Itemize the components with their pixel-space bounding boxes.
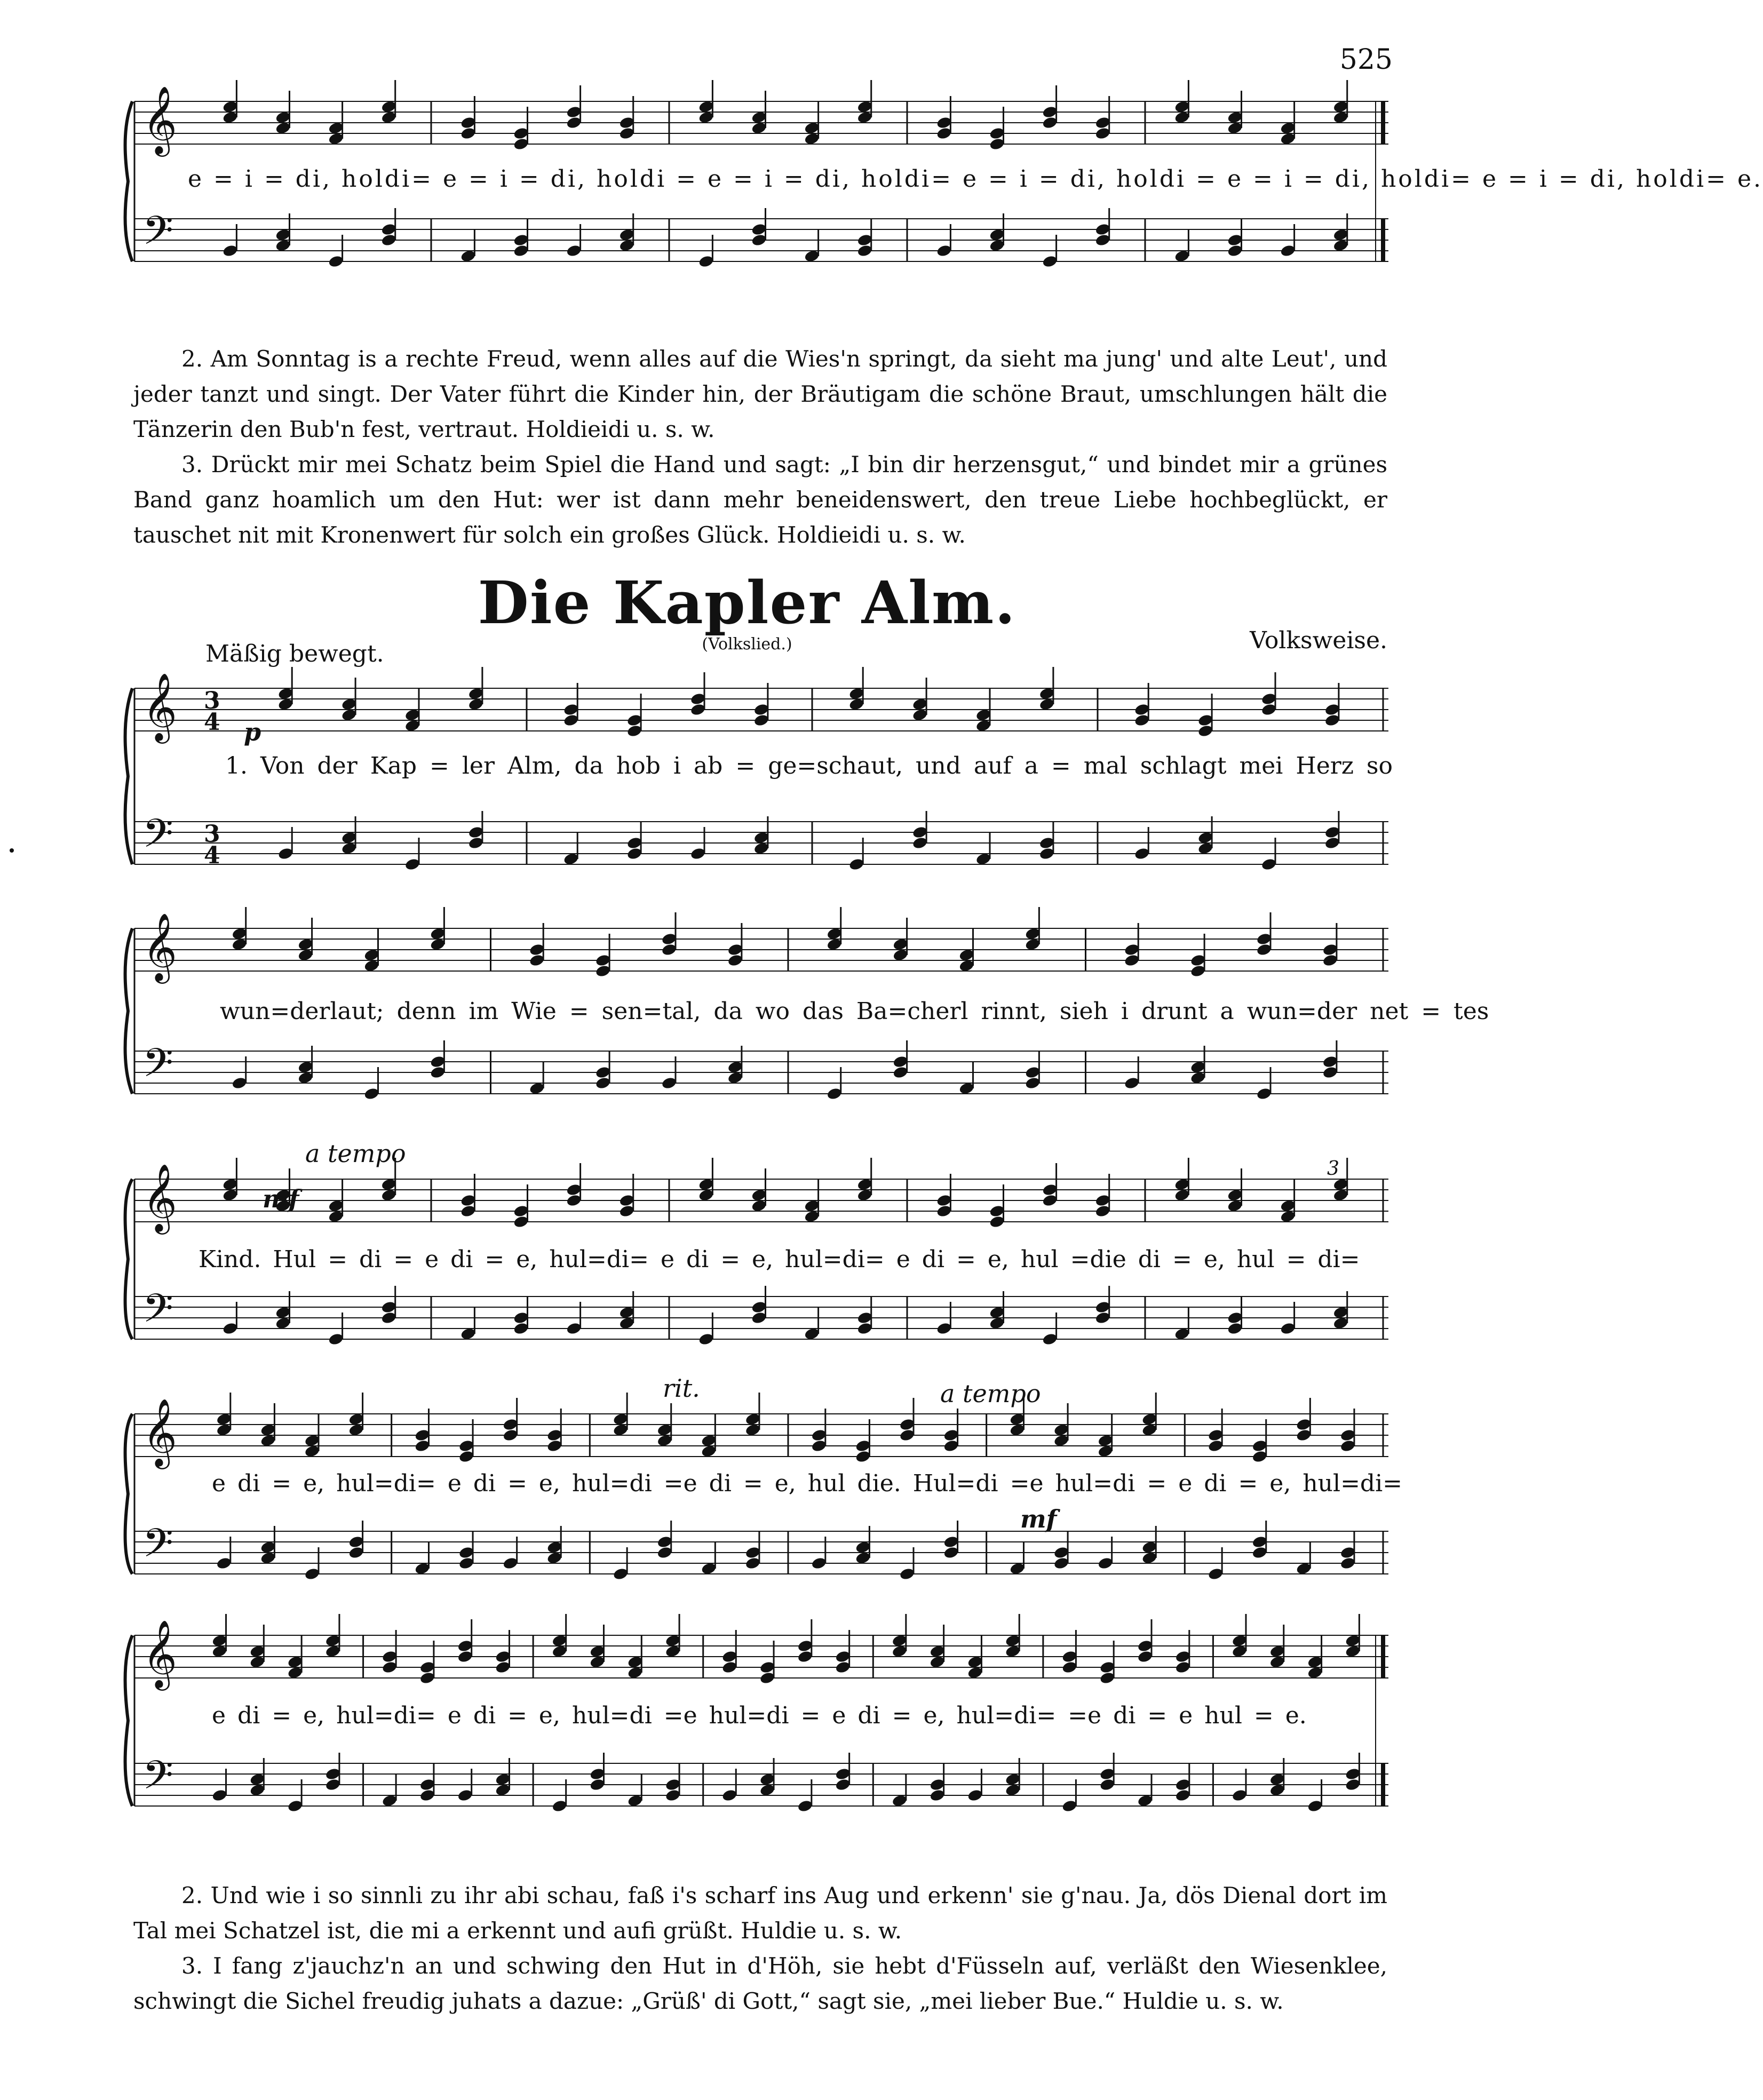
page-number: 525 [1339,44,1393,76]
first-song-verses [133,341,1387,553]
time-signature-bass: 3 [204,821,220,848]
time-signature-treble: 3 [204,687,220,714]
lyric-line-3: wun=derlaut; denn im Wie = sen=tal, da wo das Ba=cherl rinnt, sieh i drunt a wun=der net = tes [220,998,1489,1025]
second-song-verses [133,1878,1387,2019]
song-title: Die Kapler Alm. [478,568,1016,637]
ritardando: rit. [663,1374,700,1403]
bass-clef-icon: 𝄢 [142,1752,173,1808]
treble-clef-icon: 𝄞 [142,912,178,981]
time-signature-treble: 4 [204,709,220,736]
verse-3b: 3. I fang z'jauchz'n an und schwing den Hut in d'Höh, sie hebt d'Füsseln auf, verläßt den Wiesenklee, schwingt die Sichel freudig juhats a dazue: „Grüß' di Gott,“ sagt sie, „mei lieber Bue.“ Huldie u. s. w. [133,1953,1387,2014]
treble-clef-icon: 𝄞 [142,1398,178,1466]
dynamic-mf-1: mf [263,1184,299,1213]
treble-clef-icon: 𝄞 [142,85,178,154]
bass-clef-icon: 𝄢 [142,810,173,866]
lyric-line-5: e di = e, hul=di= e di = e, hul=di =e di = e, hul die. Hul=di =e hul=di = e di = e, hul=di= [212,1470,1403,1497]
treble-clef-icon: 𝄞 [142,1619,178,1688]
brace [125,1179,132,1339]
brace [125,101,132,261]
bass-clef-icon: 𝄢 [142,208,173,264]
treble-clef-icon: 𝄞 [142,1163,178,1231]
dynamic-mf-2: mf [1020,1505,1057,1533]
lyric-line-4: Kind. Hul = di = e di = e, hul=di= e di = e, hul=di= e di = e, hul =die di = e, hul = di= [198,1246,1360,1273]
music-system-1 [124,80,1763,304]
verse-3: 3. Drückt mir mei Schatz beim Spiel die Hand und sagt: „I bin dir herzensgut,“ und bindet mir a grünes Band ganz hoamlich um den Hut: wer ist dann mehr beneidenswert, den treue Liebe hochbeglückt, er tauschet nit mit Kronenwert für solch ein großes Glück. Holdieidi u. s. w. [133,451,1387,548]
a-tempo-1: a tempo [305,1139,406,1168]
brace [125,688,132,864]
bass-clef-icon: 𝄢 [142,1520,173,1576]
brace [125,928,132,1094]
lyric-line-1: e = i = di, holdi= e = i = di, holdi = e = i = di, holdi= e = i = di, holdi = e = i = di, holdi= e = i = di, holdi= e. [188,165,1763,193]
brace [125,1414,132,1574]
verse-2: 2. Am Sonntag is a rechte Freud, wenn alles auf die Wies'n springt, da sieht ma jung' und alte Leut', und jeder tanzt und singt. Der Vater führt die Kinder hin, der Bräutigam die schöne Braut, umschlungen hält die Tänzerin den Bub'n fest, vertraut. Holdieidi u. s. w. [133,346,1387,442]
treble-clef-icon: 𝄞 [142,672,178,741]
music-system-4 [124,1136,1394,1361]
lyric-line-2: 1. Von der Kap = ler Alm, da hob i ab = ge=schaut, und auf a = mal schlagt mei Herz so [225,752,1393,779]
dynamic-p: p [244,718,261,746]
composer: Volksweise. [1250,627,1387,654]
margin-speck [10,848,14,853]
bass-clef-icon: 𝄢 [142,1040,173,1096]
brace [125,1635,132,1806]
lyric-line-6: e di = e, hul=di= e di = e, hul=di =e hul=di = e di = e, hul=di= =e di = e hul = e. [212,1702,1307,1729]
music-system-6 [124,1603,1394,1833]
song-subtitle: (Volkslied.) [702,635,792,654]
triplet-mark: 3 [1327,1158,1339,1180]
a-tempo-2: a tempo [940,1379,1041,1408]
bass-clef-icon: 𝄢 [142,1285,173,1341]
tempo-marking: Mäßig bewegt. [205,640,384,667]
music-system-5 [124,1371,1403,1595]
verse-2b: 2. Und wie i so sinnli zu ihr abi schau, faß i's scharf ins Aug und erkenn' sie g'nau. Ja, dös Dienal dort im Tal mei Schatzel ist, die mi a erkennt und aufi grüßt. Huldie u. s. w. [133,1882,1387,1944]
music-system-2 [124,667,1394,891]
time-signature-bass: 4 [204,842,220,869]
music-system-3 [124,907,1489,1131]
